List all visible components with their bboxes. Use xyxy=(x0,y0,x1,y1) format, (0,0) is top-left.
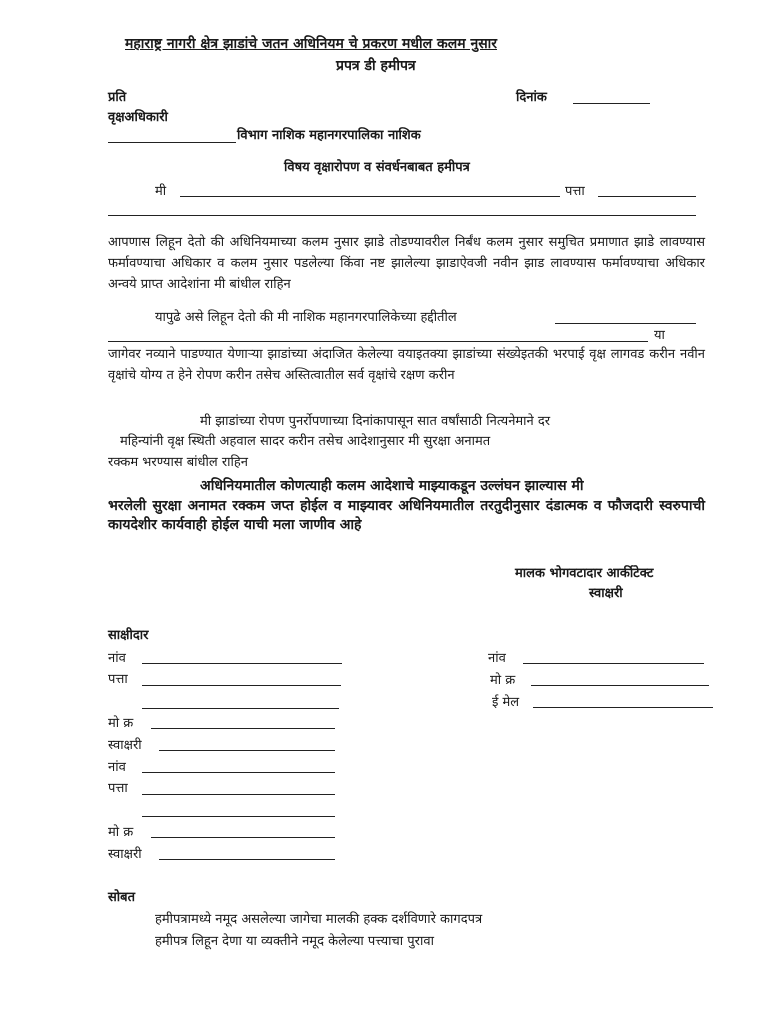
form-name: प्रपत्र डी हमीपत्र xyxy=(336,58,416,74)
witness-1-mobile-label: मो क्र xyxy=(108,716,134,731)
date-label: दिनांक xyxy=(516,90,547,105)
undertaking-paragraph-2-intro: यापुढे असे लिहून देतो की मी नाशिक महानगरपालिकेच्या हद्दीतील xyxy=(155,310,457,325)
enclosures-heading: सोबत xyxy=(108,890,135,905)
department-field[interactable] xyxy=(108,142,236,143)
declarant-i-label: मी xyxy=(155,184,167,199)
area-field[interactable] xyxy=(555,323,696,324)
date-field[interactable] xyxy=(573,103,650,104)
witness-2-address-field[interactable] xyxy=(142,794,335,795)
signatory-title: मालक भोगवटादार आर्कीटेक्ट xyxy=(515,566,654,581)
enclosure-item: हमीपत्रामध्ये नमूद असलेल्या जागेचा मालकी हक्क दर्शविणारे कागदपत्र xyxy=(155,912,483,927)
witness-1-name-field[interactable] xyxy=(142,663,342,664)
witness-2-address-field-2[interactable] xyxy=(142,816,335,817)
witness-1-address-label: पत्ता xyxy=(108,672,128,687)
witness-2-name-label: नांव xyxy=(108,760,126,775)
undertaking-paragraph-3-line-1: मी झाडांच्या रोपण पुनर्रोपणाच्या दिनांकापासून सात वर्षांसाठी नित्यनेमाने दर xyxy=(200,414,551,429)
declarant-name-field[interactable] xyxy=(180,196,560,197)
witness-2-address-label: पत्ता xyxy=(108,781,128,796)
witness-1-signature-field[interactable] xyxy=(159,750,335,751)
department-label: विभाग नाशिक महानगरपालिका नाशिक xyxy=(237,128,421,143)
tree-officer-label: वृक्षअधिकारी xyxy=(108,110,168,125)
witness-1-mobile-field[interactable] xyxy=(151,728,335,729)
witness-1-address-field-2[interactable] xyxy=(142,708,339,709)
undertaking-paragraph-4-line-1: अधिनियमातील कोणत्याही कलम आदेशाचे माझ्याकडून उल्लंघन झाल्यास मी xyxy=(200,478,584,494)
owner-mobile-label: मो क्र xyxy=(490,673,516,688)
owner-name-field[interactable] xyxy=(523,663,704,664)
owner-email-label: ई मेल xyxy=(492,695,520,710)
owner-mobile-field[interactable] xyxy=(531,685,709,686)
site-address-field[interactable] xyxy=(108,341,648,342)
enclosure-item: हमीपत्र लिहून देणा या व्यक्तीने नमूद केलेल्या पत्त्याचा पुरावा xyxy=(155,934,434,949)
signatory-signature-label: स्वाक्षरी xyxy=(589,586,623,601)
witness-1-name-label: नांव xyxy=(108,651,126,666)
undertaking-paragraph-2: जागेवर नव्याने पाडण्यात येणाऱ्या झाडांच्या अंदाजित केलेल्या वयाइतक्या झाडांच्या संख्येइतकी भरपाई वृक्ष लागवड करीन नवीन वृक्षांचे योग्य त हेने रोपण करीन तसेच अस्तित्वातील सर्व वृक्षांचे रक्षण करीन xyxy=(108,347,705,383)
witness-2-mobile-label: मो क्र xyxy=(108,825,134,840)
declarant-address-field[interactable] xyxy=(598,196,696,197)
witness-1-signature-label: स्वाक्षरी xyxy=(108,738,142,753)
form-title-line: महाराष्ट्र नागरी क्षेत्र झाडांचे जतन अधिनियम चे प्रकरण मधील कलम नुसार xyxy=(125,36,498,52)
undertaking-paragraph-1: आपणास लिहून देतो की अधिनियमाच्या कलम नुसार झाडे तोडण्यावरील निर्बंध कलम नुसार समुचित प्रमाणात झाडे लावण्यास फर्मावण्याचा अधिकार व कलम नुसार पडलेल्या किंवा नष्ट झालेल्या झाडाऐवजी नवीन झाड लावण्यास फर्मावण्याचा अधिकार अन्वये प्राप्त आदेशांना मी बांधील राहिन xyxy=(108,235,705,292)
witness-2-signature-field[interactable] xyxy=(159,859,335,860)
declarant-address-label: पत्ता xyxy=(565,184,585,199)
undertaking-paragraph-2-ya: या xyxy=(654,328,665,343)
owner-email-field[interactable] xyxy=(533,707,713,708)
declarant-address-field-2[interactable] xyxy=(108,215,696,216)
subject-line: विषय वृक्षारोपण व संवर्धनबाबत हमीपत्र xyxy=(284,160,470,175)
owner-name-label: नांव xyxy=(488,651,506,666)
undertaking-paragraph-4: भरलेली सुरक्षा अनामत रक्कम जप्त होईल व माझ्यावर अधिनियमातील तरतुदीनुसार दंडात्मक व फौजदारी स्वरुपाची कायदेशीर कार्यवाही होईल याची मला जाणीव आहे xyxy=(108,498,705,533)
to-label: प्रति xyxy=(108,90,127,105)
witness-2-name-field[interactable] xyxy=(142,772,335,773)
undertaking-paragraph-3-line-2: महिन्यांनी वृक्ष स्थिती अहवाल सादर करीन तसेच आदेशानुसार मी सुरक्षा अनामत xyxy=(120,434,491,449)
witness-2-mobile-field[interactable] xyxy=(151,837,335,838)
undertaking-paragraph-3-line-3: रक्कम भरण्यास बांधील राहिन xyxy=(108,455,249,470)
witness-2-signature-label: स्वाक्षरी xyxy=(108,847,142,862)
witness-heading: साक्षीदार xyxy=(108,628,149,643)
witness-1-address-field[interactable] xyxy=(142,685,341,686)
